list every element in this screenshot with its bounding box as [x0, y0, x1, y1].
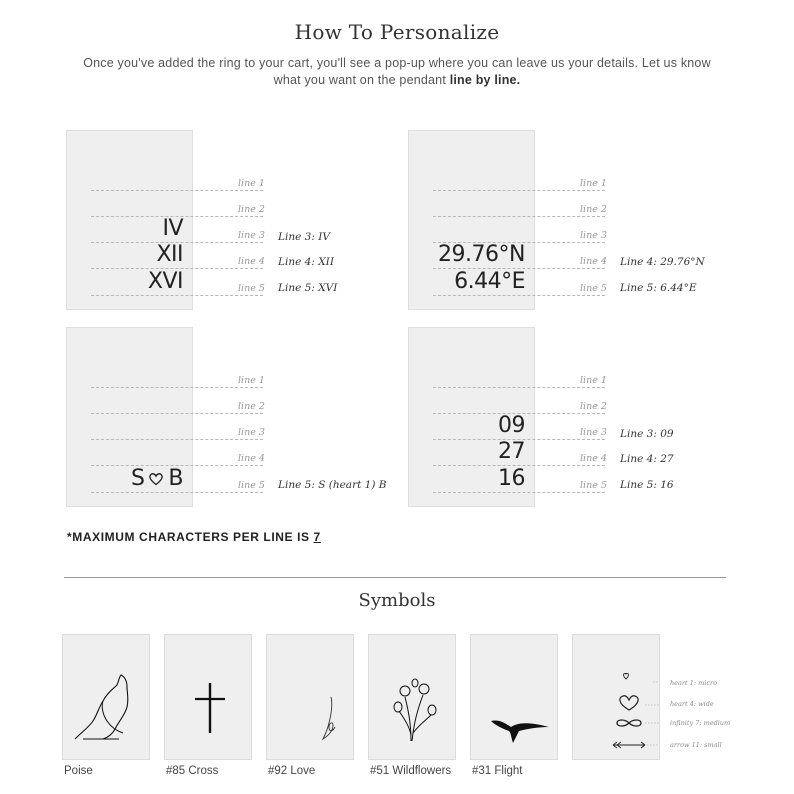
cross-icon — [165, 635, 251, 759]
engraving-text: 16 — [498, 466, 525, 491]
line-note: Line 4: 27 — [620, 453, 674, 465]
heart-icon — [148, 472, 164, 486]
section-divider — [64, 577, 726, 578]
engraving-text: IV — [162, 216, 183, 241]
line-note: Line 3: 09 — [620, 428, 674, 440]
engraving-line — [91, 413, 263, 414]
engraving-initials — [131, 466, 183, 491]
infinity-icon — [617, 720, 641, 726]
engraving-line — [91, 295, 263, 296]
symbol-label: #31 Flight — [472, 765, 523, 777]
line-label: line 1 — [238, 375, 265, 386]
example-panel-roman — [66, 130, 376, 310]
engraving-line — [91, 190, 263, 191]
engraving-line — [91, 492, 263, 493]
bird-icon — [471, 635, 557, 759]
line-label: line 1 — [238, 178, 265, 189]
engraving-line — [433, 387, 605, 388]
intro-body: Once you've added the ring to your cart, you'll see a pop-up where you can leave us your details. Let us know what you want on the pendant — [83, 56, 711, 87]
symbol-label: #92 Love — [268, 765, 316, 777]
line-label: line 3 — [580, 427, 607, 438]
line-label: line 3 — [238, 230, 265, 241]
initial-left: S — [130, 466, 145, 491]
line-label: line 2 — [580, 401, 607, 412]
line-note: Line 4: XII — [278, 256, 334, 268]
example-panel-initials — [66, 327, 387, 507]
line-label: line 4 — [238, 256, 265, 267]
symbol-mini-label: arrow 11: small — [670, 741, 722, 749]
love-script-icon — [267, 635, 353, 759]
line-label: line 4 — [580, 256, 607, 267]
max-note-text: *MAXIMUM CHARACTERS PER LINE IS — [67, 530, 314, 544]
symbol-card-wildflowers[interactable] — [368, 634, 456, 760]
engraving-line — [91, 387, 263, 388]
engraving-line — [433, 492, 605, 493]
engraving-line — [433, 295, 605, 296]
line-label: line 1 — [580, 178, 607, 189]
intro-bold: line by line. — [449, 73, 521, 87]
line-note: Line 5: XVI — [278, 282, 338, 294]
line-note: Line 4: 29.76°N — [620, 256, 705, 268]
heart-micro-icon — [624, 673, 629, 679]
line-label: line 2 — [238, 204, 265, 215]
symbol-mini-label: heart 1: micro — [670, 679, 717, 687]
wildflowers-icon — [369, 635, 455, 759]
example-panel-date — [408, 327, 718, 507]
line-label: line 4 — [580, 453, 607, 464]
line-label: line 3 — [238, 427, 265, 438]
engraving-text: 29.76°N — [438, 242, 525, 267]
symbol-card-set[interactable] — [572, 634, 660, 760]
symbol-mini-label: heart 4: wide — [670, 700, 714, 708]
line-label: line 5 — [580, 283, 607, 294]
example-panel-coordinates — [408, 130, 718, 310]
engraving-line — [433, 190, 605, 191]
line-label: line 4 — [238, 453, 265, 464]
symbol-card-poise[interactable] — [62, 634, 150, 760]
line-label: line 2 — [580, 204, 607, 215]
symbol-label: Poise — [64, 765, 93, 777]
engraving-text: XII — [156, 242, 183, 267]
line-label: line 2 — [238, 401, 265, 412]
max-note-number: 7 — [313, 530, 321, 544]
engraving-line — [433, 216, 605, 217]
symbol-mini-label: infinity 7: medium — [670, 719, 731, 727]
symbol-card-flight[interactable] — [470, 634, 558, 760]
engraving-text: 09 — [498, 413, 525, 438]
symbol-label: #51 Wildflowers — [370, 765, 452, 777]
symbol-set — [573, 635, 659, 759]
engraving-text: XVI — [147, 269, 183, 294]
line-label: line 5 — [238, 480, 265, 491]
symbol-card-love[interactable] — [266, 634, 354, 760]
heart-wide-icon — [620, 696, 638, 710]
page-title: How To Personalize — [294, 20, 500, 44]
initial-right: B — [168, 466, 183, 491]
max-characters-note — [67, 530, 321, 544]
engraving-text: 6.44°E — [454, 269, 525, 294]
line-note: Line 5: S (heart 1) B — [278, 479, 387, 491]
engraving-text: 27 — [498, 439, 525, 464]
intro-text — [70, 55, 724, 89]
line-label: line 5 — [238, 283, 265, 294]
symbol-card-cross[interactable] — [164, 634, 252, 760]
line-label: line 5 — [580, 480, 607, 491]
line-note: Line 5: 16 — [620, 479, 674, 491]
arrow-icon — [613, 742, 645, 748]
engraving-line — [91, 439, 263, 440]
symbol-label: #85 Cross — [166, 765, 219, 777]
figure-icon — [63, 635, 149, 759]
symbols-title: Symbols — [358, 590, 436, 611]
line-note: Line 5: 6.44°E — [620, 282, 697, 294]
line-label: line 1 — [580, 375, 607, 386]
line-note: Line 3: IV — [278, 231, 330, 243]
line-label: line 3 — [580, 230, 607, 241]
